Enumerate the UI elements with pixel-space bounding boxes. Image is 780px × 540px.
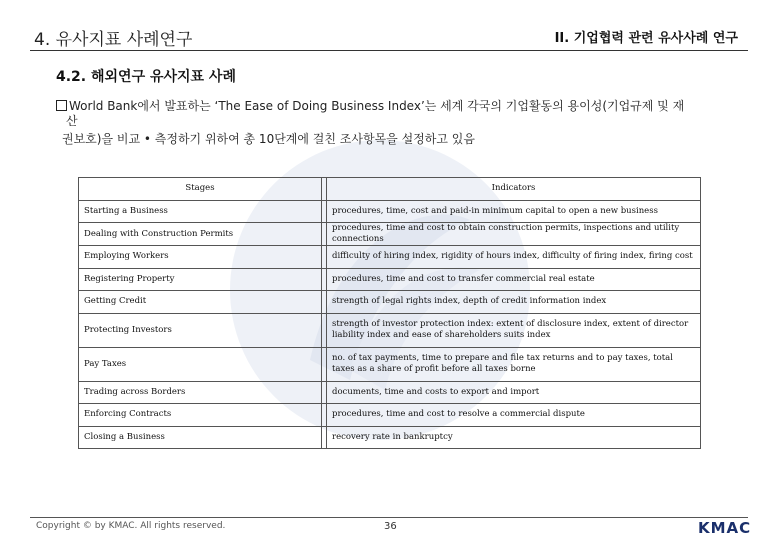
- indicator-cell: procedures, time and cost to resolve a commercial dispute: [327, 404, 701, 427]
- table-row: [79, 268, 701, 291]
- table-row: [79, 223, 701, 246]
- header-indicators: Indicators: [327, 178, 701, 201]
- table-header-row: [79, 178, 701, 201]
- table-row: [79, 381, 701, 404]
- indicator-cell: procedures, time, cost and paid-in minimum capital to open a new business: [327, 200, 701, 223]
- stage-cell: Dealing with Construction Permits: [79, 223, 322, 246]
- bullet-paragraph: [56, 99, 746, 147]
- stage-cell: Protecting Investors: [79, 313, 322, 347]
- footer-divider: [30, 517, 748, 518]
- indicator-cell: difficulty of hiring index, rigidity of hours index, difficulty of firing index, firing cost: [327, 246, 701, 269]
- stage-cell: Closing a Business: [79, 426, 322, 449]
- bullet-line-2: 산: [66, 114, 78, 128]
- indicator-cell: recovery rate in bankruptcy: [327, 426, 701, 449]
- page-number: 36: [384, 521, 397, 532]
- checkbox-bullet-icon: [56, 100, 67, 111]
- stage-cell: Trading across Borders: [79, 381, 322, 404]
- table-row: [79, 347, 701, 381]
- stage-cell: Starting a Business: [79, 200, 322, 223]
- header-divider: [30, 50, 748, 51]
- stage-cell: Pay Taxes: [79, 347, 322, 381]
- table-row: [79, 404, 701, 427]
- bullet-text-1: World Bank에서 발표하는 ‘The Ease of Doing Business Index’는 세계 각국의 기업활동의 용이성(기업규제 및 재: [69, 99, 685, 113]
- indicators-table: [78, 177, 701, 449]
- table-row: [79, 426, 701, 449]
- copyright-notice: Copyright © by KMAC. All rights reserved.: [36, 521, 226, 531]
- chapter-title: II. 기업협력 관련 유사사례 연구: [554, 31, 738, 46]
- section-title: 4. 유사지표 사례연구: [34, 30, 193, 50]
- stage-cell: Enforcing Contracts: [79, 404, 322, 427]
- indicator-cell: strength of legal rights index, depth of credit information index: [327, 291, 701, 314]
- stage-cell: Registering Property: [79, 268, 322, 291]
- bullet-line-1: [56, 99, 746, 114]
- kmac-logo: KMAC: [698, 519, 752, 537]
- bullet-line-3: 권보호)을 비교 • 측정하기 위하여 총 10단계에 걸친 조사항목을 설정하고 있음: [62, 132, 475, 146]
- header-stages: Stages: [79, 178, 322, 201]
- indicator-cell: no. of tax payments, time to prepare and file tax returns and to pay taxes, total taxes as a share of profit before all taxes borne: [327, 347, 701, 381]
- table-row: [79, 246, 701, 269]
- stage-cell: Employing Workers: [79, 246, 322, 269]
- indicator-cell: procedures, time and cost to obtain construction permits, inspections and utility connections: [327, 223, 701, 246]
- stage-cell: Getting Credit: [79, 291, 322, 314]
- table-row: [79, 291, 701, 314]
- indicator-cell: strength of investor protection index: extent of disclosure index, extent of director liability index and ease of shareholders suits index: [327, 313, 701, 347]
- indicator-cell: procedures, time and cost to transfer commercial real estate: [327, 268, 701, 291]
- table-row: [79, 313, 701, 347]
- table-row: [79, 200, 701, 223]
- sub-title: 4.2. 해외연구 유사지표 사례: [56, 69, 236, 85]
- indicator-cell: documents, time and costs to export and import: [327, 381, 701, 404]
